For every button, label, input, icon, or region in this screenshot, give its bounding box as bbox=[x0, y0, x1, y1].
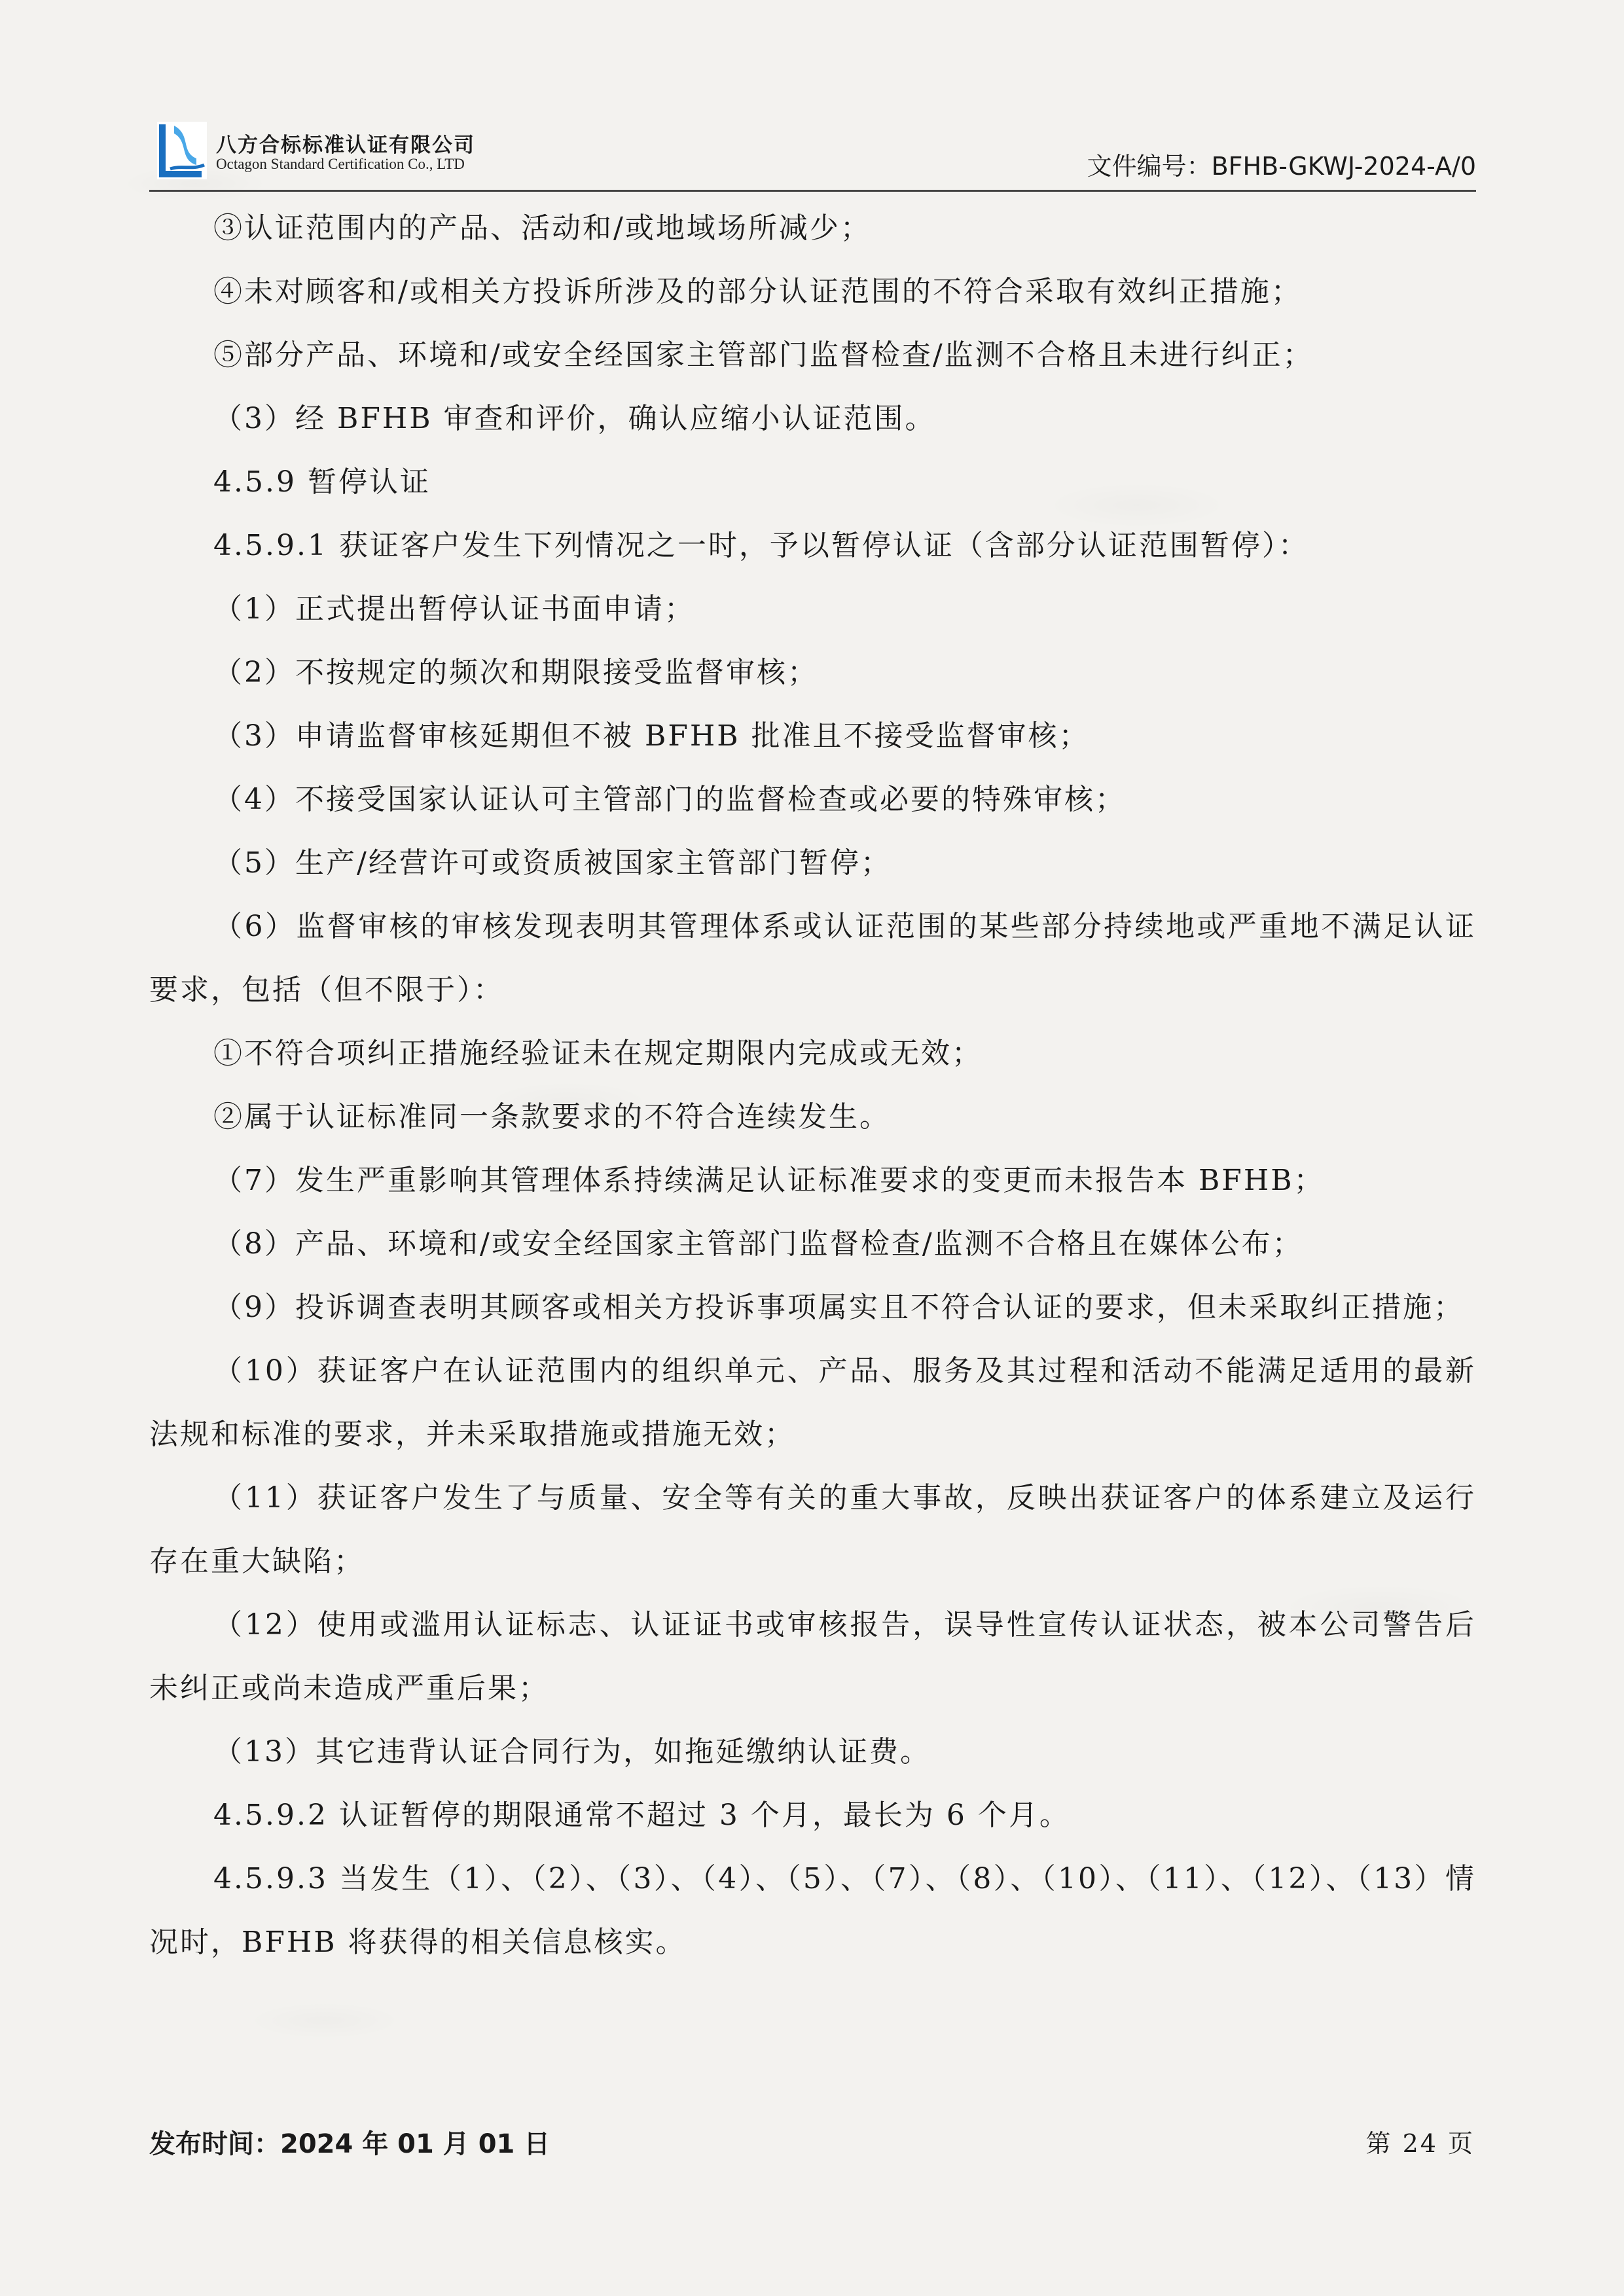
paragraph: 4.5.9.1 获证客户发生下列情况之一时，予以暂停认证（含部分认证范围暂停）： bbox=[213, 529, 1309, 562]
page-number: 第 24 页 bbox=[1365, 2129, 1475, 2158]
company-logo-icon bbox=[156, 119, 209, 182]
paragraph: （4）不接受国家认证认可主管部门的监督检查或必要的特殊审核； bbox=[213, 783, 1126, 816]
company-name-en: Octagon Standard Certification Co., LTD bbox=[216, 156, 465, 172]
document-body bbox=[149, 196, 1476, 1974]
paragraph: （7）发生严重影响其管理体系持续满足认证标准要求的变更而未报告本 BFHB； bbox=[213, 1164, 1325, 1197]
company-name-cn: 八方合标标准认证有限公司 bbox=[216, 134, 475, 157]
paragraph: ①不符合项纠正措施经验证未在规定期限内完成或无效； bbox=[213, 1037, 983, 1070]
paragraph: （3）经 BFHB 审查和评价，确认应缩小认证范围。 bbox=[213, 402, 936, 435]
paragraph: （10）获证客户在认证范围内的组织单元、产品、服务及其过程和活动不能满足适用的最新法规和标准的要求，并未采取措施或措施无效； bbox=[149, 1354, 1476, 1451]
document-number: 文件编号：BFHB-GKWJ-2024-A/0 bbox=[1087, 152, 1476, 181]
paragraph: （11）获证客户发生了与质量、安全等有关的重大事故，反映出获证客户的体系建立及运行存在重大缺陷； bbox=[149, 1481, 1476, 1578]
release-date: 发布时间：2024 年 01 月 01 日 bbox=[149, 2129, 550, 2159]
company-logo bbox=[156, 119, 509, 182]
paragraph: （2）不按规定的频次和期限接受监督审核； bbox=[213, 656, 818, 689]
paragraph: （13）其它违背认证合同行为，如拖延缴纳认证费。 bbox=[213, 1735, 931, 1768]
paragraph: （8）产品、环境和/或安全经国家主管部门监督检查/监测不合格且在媒体公布； bbox=[213, 1227, 1303, 1261]
paragraph: （9）投诉调查表明其顾客或相关方投诉事项属实且不符合认证的要求，但未采取纠正措施； bbox=[213, 1291, 1464, 1324]
paragraph: 4.5.9.3 当发生（1）、（2）、（3）、（4）、（5）、（7）、（8）、（10）、（11）、（12）、（13）情况时，BFHB 将获得的相关信息核实。 bbox=[149, 1862, 1476, 1959]
section-heading: 4.5.9 暂停认证 bbox=[213, 465, 431, 499]
paragraph: ④未对顾客和/或相关方投诉所涉及的部分认证范围的不符合采取有效纠正措施； bbox=[213, 275, 1302, 308]
paragraph: ③认证范围内的产品、活动和/或地域场所减少； bbox=[213, 211, 871, 245]
paragraph: ②属于认证标准同一条款要求的不符合连续发生。 bbox=[213, 1100, 890, 1134]
paragraph: （1）正式提出暂停认证书面申请； bbox=[213, 592, 695, 626]
paragraph: （12）使用或滥用认证标志、认证证书或审核报告，误导性宣传认证状态，被本公司警告后未纠正或尚未造成严重后果； bbox=[149, 1608, 1476, 1705]
paragraph: （3）申请监督审核延期但不被 BFHB 批准且不接受监督审核； bbox=[213, 719, 1090, 753]
paragraph: 4.5.9.2 认证暂停的期限通常不超过 3 个月，最长为 6 个月。 bbox=[213, 1799, 1070, 1832]
paragraph: ⑤部分产品、环境和/或安全经国家主管部门监督检查/监测不合格且未进行纠正； bbox=[213, 338, 1314, 372]
paragraph: （6）监督审核的审核发现表明其管理体系或认证范围的某些部分持续地或严重地不满足认证要求，包括（但不限于）： bbox=[149, 910, 1476, 1007]
paragraph: （5）生产/经营许可或资质被国家主管部门暂停； bbox=[213, 846, 892, 880]
page-header bbox=[149, 111, 1476, 192]
